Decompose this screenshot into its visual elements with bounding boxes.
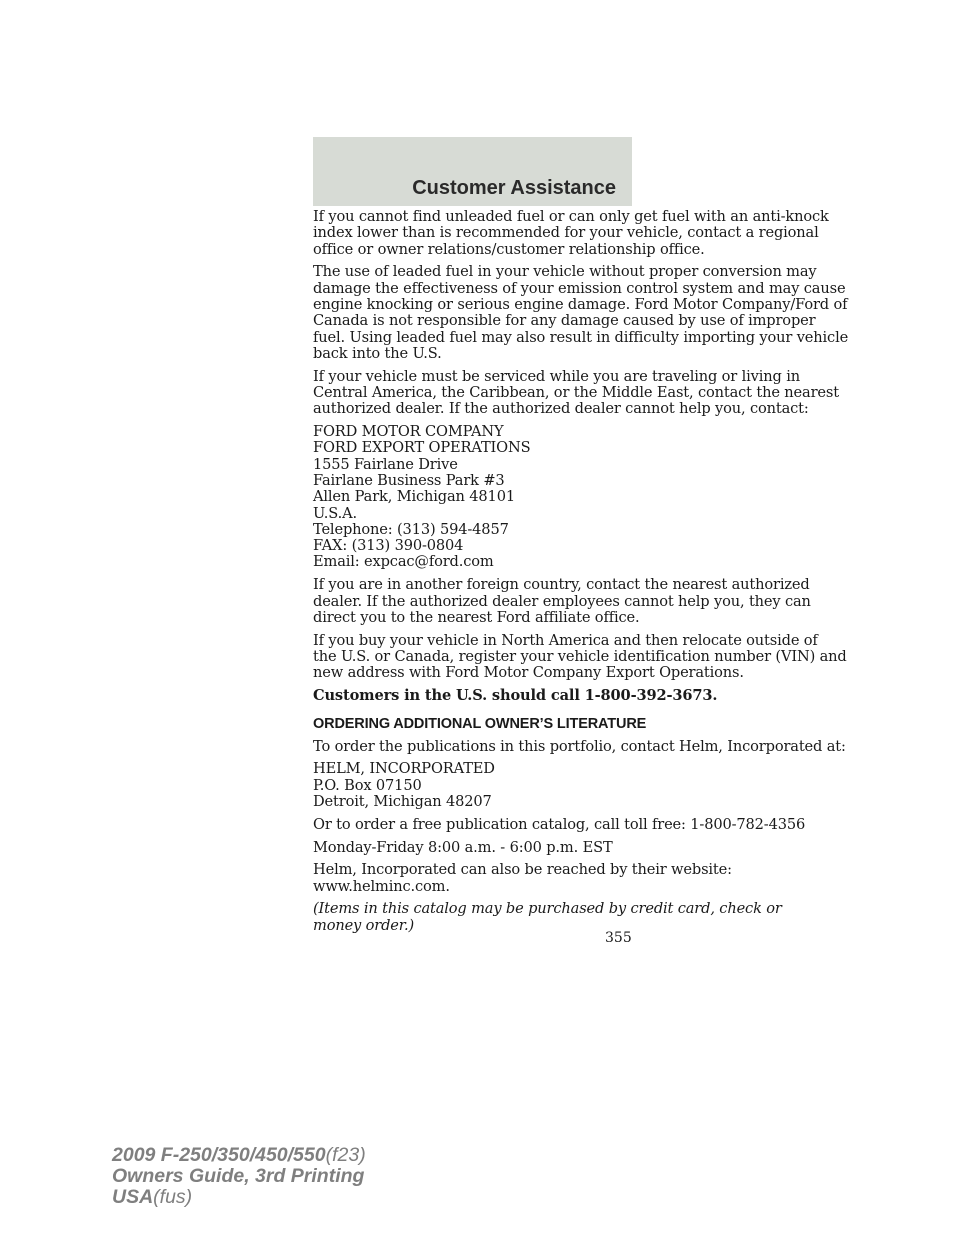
text-line: Monday-Friday 8:00 a.m. - 6:00 p.m. EST [313, 838, 613, 856]
address-line: Fairlane Business Park #3 [313, 471, 505, 489]
footer-line-model [112, 1145, 366, 1166]
address-line: FORD MOTOR COMPANY [313, 423, 504, 441]
section-heading-owner-literature: ORDERING ADDITIONAL OWNER’S LITERATURE [313, 716, 647, 733]
address-line: Detroit, Michigan 48207 [313, 793, 492, 810]
address-line: Allen Park, Michigan 48101 [313, 488, 515, 506]
text-line: If you buy your vehicle in North America and then relocate outside of [313, 631, 818, 649]
section-header-band [313, 137, 632, 206]
text-line: Central America, the Caribbean, or the Middle East, contact the nearest [313, 383, 839, 401]
paragraph-website [313, 861, 732, 895]
website-link: www.helminc.com. [313, 877, 450, 895]
text-line: To order the publications in this portfolio, contact Helm, Incorporated at: [313, 737, 846, 755]
paragraph-service-abroad [313, 367, 839, 418]
page-number: 355 [605, 930, 632, 946]
footer-line-printing: Owners Guide, 3rd Printing [112, 1165, 365, 1187]
text-line: direct you to the nearest Ford affiliate office. [313, 608, 640, 626]
text-line: the U.S. or Canada, register your vehicle identification number (VIN) and [313, 647, 847, 665]
paragraph-catalog-phone [313, 815, 806, 833]
text-line: If you are in another foreign country, contact the nearest authorized [313, 576, 810, 594]
paragraph-other-country [313, 576, 811, 626]
text-line: damage the effectiveness of your emission control system and may cause [313, 279, 846, 297]
text-line: engine knocking or serious engine damage. Ford Motor Company/Ford of [313, 295, 848, 313]
export-operations-address [313, 424, 635, 571]
telephone-line: Telephone: (313) 594-4857 [313, 520, 509, 538]
text-line: authorized dealer. If the authorized dealer cannot help you, contact: [313, 400, 809, 418]
paragraph-leaded-fuel [313, 263, 849, 362]
text-line: (Items in this catalog may be purchased by credit card, check or [313, 900, 782, 918]
footer-model: 2009 F-250/350/450/550 [112, 1144, 326, 1166]
text-line: Helm, Incorporated can also be reached by their website: [313, 861, 732, 879]
paragraph-unleaded-fuel [313, 208, 829, 258]
text-line: The use of leaded fuel in your vehicle without proper conversion may [313, 263, 817, 281]
text-line: If your vehicle must be serviced while you are traveling or living in [313, 367, 800, 385]
section-title: Customer Assistance [412, 177, 616, 199]
address-line: HELM, INCORPORATED [313, 760, 495, 778]
address-line: 1555 Fairlane Drive [313, 455, 458, 473]
fax-line: FAX: (313) 390-0804 [313, 537, 464, 555]
text-line: fuel. Using leaded fuel may also result in difficulty importing your vehicle [313, 328, 849, 346]
text-line: index lower than is recommended for your vehicle, contact a regional [313, 224, 819, 242]
text-line: office or owner relations/customer relationship office. [313, 240, 705, 258]
helm-address [313, 761, 635, 810]
footer-region: USA [112, 1186, 154, 1208]
footer-region-code: (fus) [153, 1186, 193, 1208]
text-line: Canada is not responsible for any damage caused by use of improper [313, 312, 816, 330]
text-line: money order.) [313, 916, 415, 934]
address-line: P.O. Box 07150 [313, 776, 422, 794]
text-line: dealer. If the authorized dealer employees cannot help you, they can [313, 592, 811, 610]
paragraph-order-publications [313, 737, 846, 755]
text-line: back into the U.S. [313, 344, 442, 362]
us-customers-call [313, 687, 718, 705]
text-line: Customers in the U.S. should call 1-800-392-3673. [313, 687, 718, 705]
address-line: FORD EXPORT OPERATIONS [313, 439, 531, 457]
text-line: new address with Ford Motor Company Export Operations. [313, 664, 744, 682]
paragraph-relocate [313, 631, 847, 682]
payment-note [313, 900, 782, 934]
page-content [313, 208, 849, 941]
footer-print-info [112, 1145, 366, 1208]
paragraph-hours [313, 840, 635, 856]
address-line: U.S.A. [313, 504, 357, 522]
text-line: Or to order a free publication catalog, call toll free: 1-800-782-4356 [313, 815, 806, 833]
email-line: Email: expcac@ford.com [313, 553, 494, 571]
text-line: If you cannot find unleaded fuel or can only get fuel with an anti-knock [313, 208, 829, 225]
footer-line-region [112, 1187, 366, 1208]
footer-model-code: (f23) [325, 1144, 366, 1166]
